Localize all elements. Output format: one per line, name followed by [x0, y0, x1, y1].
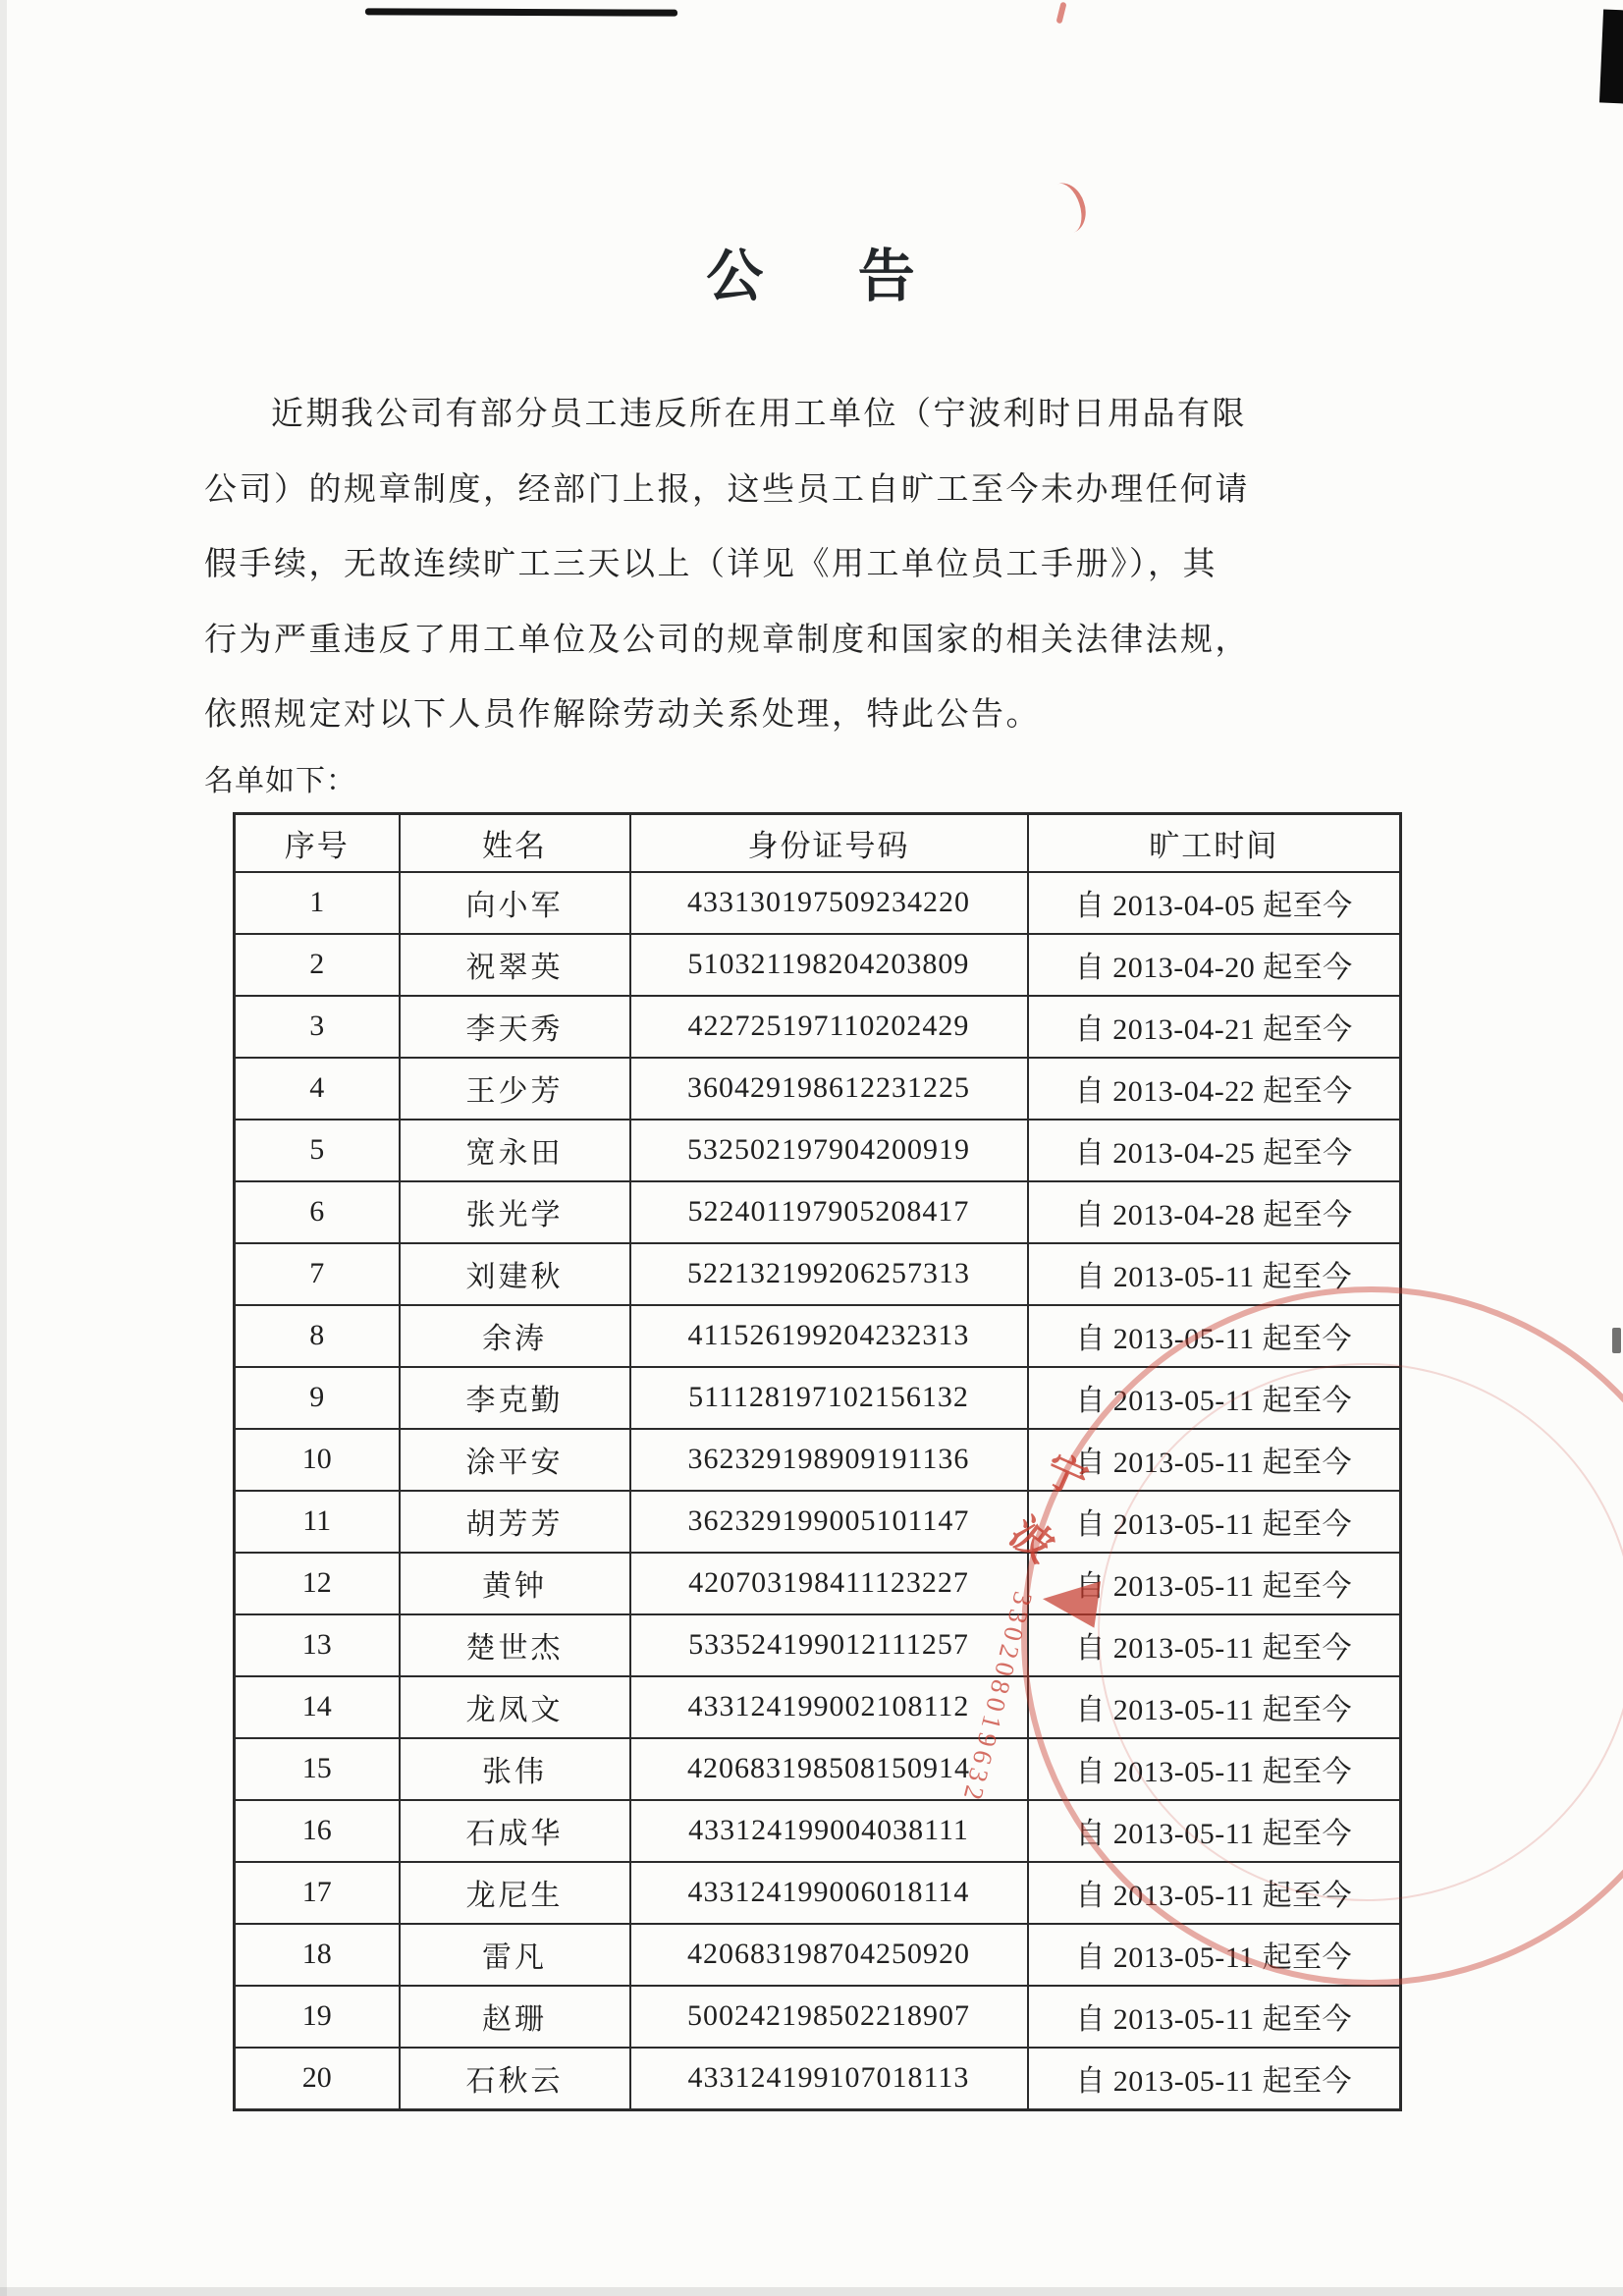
- cell-index: 19: [235, 1986, 400, 2048]
- paragraph-line: 近期我公司有部分员工违反所在用工单位（宁波利时日用品有限: [271, 397, 1247, 432]
- cell-index: 16: [235, 1800, 400, 1862]
- cell-id-number: 362329199005101147: [630, 1491, 1028, 1553]
- cell-index: 3: [235, 996, 400, 1058]
- cell-absence: 自 2013-05-11 起至今: [1028, 1800, 1401, 1862]
- cell-id-number: 420683198704250920: [630, 1924, 1028, 1986]
- table-row: [235, 1800, 1401, 1862]
- list-intro-label: 名单如下：: [204, 764, 356, 797]
- table-row: [235, 1491, 1401, 1553]
- cell-index: 10: [235, 1429, 400, 1491]
- cell-absence: 自 2013-05-11 起至今: [1028, 1367, 1401, 1429]
- cell-absence: 自 2013-04-21 起至今: [1028, 996, 1401, 1058]
- cell-index: 17: [235, 1862, 400, 1924]
- table-row: [235, 1614, 1401, 1676]
- cell-index: 9: [235, 1367, 400, 1429]
- paragraph-line: 依照规定对以下人员作解除劳动关系处理，特此公告。: [204, 697, 1041, 733]
- dismissed-employees-table: [233, 812, 1402, 2111]
- cell-name: 龙尼生: [400, 1862, 630, 1924]
- page-title: 公 告: [706, 245, 917, 308]
- cell-id-number: 433124199004038111: [630, 1800, 1028, 1862]
- cell-absence: 自 2013-04-05 起至今: [1028, 872, 1401, 934]
- table-row: [235, 2048, 1401, 2110]
- cell-absence: 自 2013-05-11 起至今: [1028, 1738, 1401, 1800]
- cell-index: 6: [235, 1181, 400, 1243]
- cell-name: 张光学: [400, 1181, 630, 1243]
- cell-absence: 自 2013-04-20 起至今: [1028, 934, 1401, 996]
- cell-index: 2: [235, 934, 400, 996]
- cell-index: 20: [235, 2048, 400, 2110]
- cell-name: 张伟: [400, 1738, 630, 1800]
- table-row: [235, 1862, 1401, 1924]
- cell-id-number: 360429198612231225: [630, 1058, 1028, 1120]
- cell-absence: 自 2013-05-11 起至今: [1028, 1553, 1401, 1614]
- table-row: [235, 1367, 1401, 1429]
- cell-id-number: 510321198204203809: [630, 934, 1028, 996]
- table-row: [235, 1924, 1401, 1986]
- table-row: [235, 1181, 1401, 1243]
- table-header-row: [235, 813, 1401, 872]
- cell-absence: 自 2013-05-11 起至今: [1028, 2048, 1401, 2110]
- cell-name: 涂平安: [400, 1429, 630, 1491]
- table-row: [235, 1553, 1401, 1614]
- cell-id-number: 362329198909191136: [630, 1429, 1028, 1491]
- table-row: [235, 934, 1401, 996]
- column-header-id-number: 身份证号码: [630, 813, 1028, 872]
- cell-name: 龙凤文: [400, 1676, 630, 1738]
- paragraph-line: 假手续，无故连续旷工三天以上（详见《用工单位员工手册》），其: [204, 547, 1217, 582]
- cell-absence: 自 2013-04-25 起至今: [1028, 1120, 1401, 1181]
- cell-absence: 自 2013-05-11 起至今: [1028, 1243, 1401, 1305]
- cell-id-number: 533524199012111257: [630, 1614, 1028, 1676]
- cell-index: 12: [235, 1553, 400, 1614]
- cell-index: 4: [235, 1058, 400, 1120]
- cell-name: 王少芳: [400, 1058, 630, 1120]
- cell-id-number: 500242198502218907: [630, 1986, 1028, 2048]
- seal-character: 宁: [1037, 1448, 1094, 1506]
- cell-name: 李克勤: [400, 1367, 630, 1429]
- table-row: [235, 1676, 1401, 1738]
- cell-absence: 自 2013-05-11 起至今: [1028, 1614, 1401, 1676]
- cell-absence: 自 2013-04-22 起至今: [1028, 1058, 1401, 1120]
- scan-edge-mark: [1612, 1328, 1621, 1353]
- cell-name: 石成华: [400, 1800, 630, 1862]
- cell-id-number: 433130197509234220: [630, 872, 1028, 934]
- column-header-name: 姓名: [400, 813, 630, 872]
- cell-name: 刘建秋: [400, 1243, 630, 1305]
- table-row: [235, 1429, 1401, 1491]
- cell-id-number: 411526199204232313: [630, 1305, 1028, 1367]
- table-row: [235, 1058, 1401, 1120]
- cell-index: 13: [235, 1614, 400, 1676]
- cell-name: 赵珊: [400, 1986, 630, 2048]
- cell-absence: 自 2013-05-11 起至今: [1028, 1305, 1401, 1367]
- cell-index: 1: [235, 872, 400, 934]
- cell-absence: 自 2013-05-11 起至今: [1028, 1924, 1401, 1986]
- cell-id-number: 420683198508150914: [630, 1738, 1028, 1800]
- cell-name: 石秋云: [400, 2048, 630, 2110]
- paragraph-line: 行为严重违反了用工单位及公司的规章制度和国家的相关法律法规，: [204, 622, 1250, 658]
- seal-character: 波: [1001, 1510, 1062, 1572]
- scan-left-edge-shadow: [0, 0, 7, 2296]
- cell-name: 余涛: [400, 1305, 630, 1367]
- cell-name: 胡芳芳: [400, 1491, 630, 1553]
- cell-id-number: 433124199006018114: [630, 1862, 1028, 1924]
- column-header-index: 序号: [235, 813, 400, 872]
- table-row: [235, 1120, 1401, 1181]
- cell-index: 14: [235, 1676, 400, 1738]
- scan-bottom-edge-shadow: [0, 2287, 1623, 2296]
- cell-id-number: 422725197110202429: [630, 996, 1028, 1058]
- cell-absence: 自 2013-05-11 起至今: [1028, 1862, 1401, 1924]
- cell-index: 5: [235, 1120, 400, 1181]
- cell-index: 8: [235, 1305, 400, 1367]
- cell-index: 18: [235, 1924, 400, 1986]
- cell-name: 祝翠英: [400, 934, 630, 996]
- cell-absence: 自 2013-05-11 起至今: [1028, 1491, 1401, 1553]
- cell-absence: 自 2013-05-11 起至今: [1028, 1429, 1401, 1491]
- column-header-absence: 旷工时间: [1028, 813, 1401, 872]
- seal-serial-number: 330208019632: [956, 1588, 1039, 1808]
- table-row: [235, 1738, 1401, 1800]
- cell-absence: 自 2013-05-11 起至今: [1028, 1676, 1401, 1738]
- table-body: [235, 872, 1401, 2110]
- cell-id-number: 532502197904200919: [630, 1120, 1028, 1181]
- cell-name: 楚世杰: [400, 1614, 630, 1676]
- cell-name: 宽永田: [400, 1120, 630, 1181]
- paragraph-line: 公司）的规章制度，经部门上报，这些员工自旷工至今未办理任何请: [204, 471, 1250, 508]
- cell-absence: 自 2013-05-11 起至今: [1028, 1986, 1401, 2048]
- cell-id-number: 522401197905208417: [630, 1181, 1028, 1243]
- cell-name: 雷凡: [400, 1924, 630, 1986]
- cell-index: 15: [235, 1738, 400, 1800]
- cell-id-number: 511128197102156132: [630, 1367, 1028, 1429]
- table-row: [235, 1986, 1401, 2048]
- cell-absence: 自 2013-04-28 起至今: [1028, 1181, 1401, 1243]
- cell-name: 向小军: [400, 872, 630, 934]
- cell-id-number: 433124199002108112: [630, 1676, 1028, 1738]
- cell-id-number: 420703198411123227: [630, 1553, 1028, 1614]
- cell-index: 7: [235, 1243, 400, 1305]
- table-row: [235, 872, 1401, 934]
- announcement-paragraph: [204, 377, 1476, 753]
- cell-index: 11: [235, 1491, 400, 1553]
- table-row: [235, 1305, 1401, 1367]
- table-row: [235, 1243, 1401, 1305]
- cell-id-number: 522132199206257313: [630, 1243, 1028, 1305]
- table-row: [235, 996, 1401, 1058]
- cell-name: 黄钟: [400, 1553, 630, 1614]
- cell-name: 李天秀: [400, 996, 630, 1058]
- cell-id-number: 433124199107018113: [630, 2048, 1028, 2110]
